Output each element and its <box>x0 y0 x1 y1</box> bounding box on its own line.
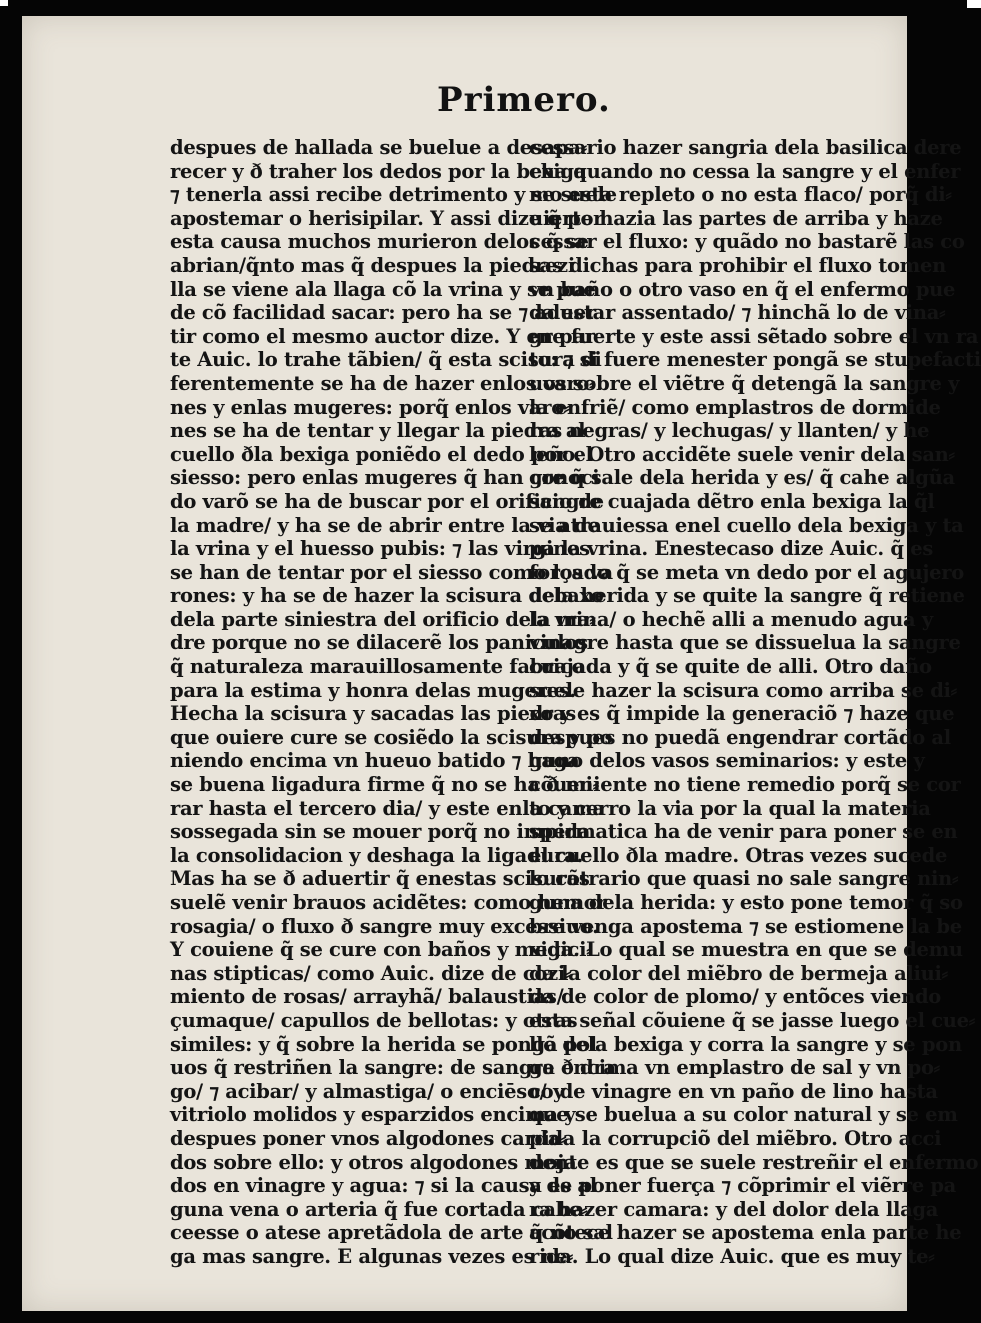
text-line: cuajada y q̃ se quite de alli. Otro daño <box>529 655 932 679</box>
text-line: se han de tentar por el siesso como los va <box>170 560 613 584</box>
text-line: despues poner vnos algodones carda⸗ <box>170 1126 567 1150</box>
text-line: da de color de plomo/ y entõces viendo <box>529 985 942 1009</box>
running-header: Primero. <box>437 80 611 120</box>
text-line: guno delos vasos seminarios: y este y <box>529 749 925 773</box>
text-line: pida la corrupciõ del miẽbro. Otro acci <box>529 1126 942 1150</box>
text-line: esta señal cõuiene q̃ se jasse luego el cue⸗ <box>529 1008 975 1032</box>
corner-mark-top-right <box>967 0 981 8</box>
right-text-column <box>529 136 981 1269</box>
text-line: uierte hazia las partes de arriba y haze <box>529 206 943 230</box>
text-line: ra hazer camara: y del dolor dela llaga <box>529 1197 939 1221</box>
text-line: dos en vinagre y agua: ⁊ si la causa es al <box>170 1174 597 1198</box>
text-line: apostemar o herisipilar. Y assi dize q̃ por <box>170 206 604 230</box>
text-line: leño. Otro accidẽte suele venir dela san⸗ <box>529 442 955 466</box>
text-line: co de vinagre en vn paño de lino hasta <box>529 1079 938 1103</box>
text-line: la enfriẽ/ como emplastros de dormide <box>529 395 941 419</box>
text-line: cha quando no cessa la sangre y el enfer <box>529 159 961 183</box>
text-line: pa la vrina. Enestecaso dize Auic. q̃ es <box>529 537 933 561</box>
text-line: para la estima y honra delas mugeres. <box>170 678 576 702</box>
text-line: do varõ se ha de buscar por el orificio de <box>170 489 604 513</box>
text-line: recer y ð traher los dedos por la bexiga <box>170 159 587 183</box>
text-line: sossegada sin se mouer porq̃ no impida <box>170 820 591 844</box>
text-line: uos q̃ restriñen la sangre: de sangre ð dra <box>170 1056 616 1080</box>
text-line: el cuello ðla madre. Otras vezes sucede <box>529 843 948 867</box>
text-line: cessario hazer sangria dela basilica dere <box>529 136 962 159</box>
text-line: se buena ligadura firme q̃ no se ha ð mi⸗ <box>170 773 599 797</box>
text-line: ga encima vn emplastro de sal y vn po⸗ <box>529 1056 940 1080</box>
text-line: bre venga apostema ⁊ se estiomene la be <box>529 914 962 938</box>
text-line: nas stipticas/ como Auic. dize de cozi⸗ <box>170 961 572 985</box>
text-line: çumaque/ capullos de bellotas: y otras <box>170 1008 578 1032</box>
text-line: sangre cuajada dẽtro enla bexiga la q̃l <box>529 489 935 513</box>
text-line: rosagia/ o fluxo ð sangre muy excessiuo. <box>170 914 599 938</box>
text-line: dos sobre ello: y otros algodones moja <box>170 1150 577 1174</box>
text-line: vn baño o otro vaso en q̃ el enfermo pue <box>529 277 956 301</box>
text-line: abrian/q̃nto mas q̃ despues la piedrezi <box>170 253 575 277</box>
text-line: vinagre hasta que se dissuelua la sangre <box>529 631 961 655</box>
text-line: xiga. Lo qual se muestra en que se demu <box>529 938 963 962</box>
corner-mark-top-left <box>0 0 8 6</box>
text-line: la consolidacion y deshaga la ligadura. <box>170 843 583 867</box>
text-line: suelẽ venir brauos acidẽtes: como hemor <box>170 891 607 914</box>
text-line: miento de rosas/ arrayhã/ balaustias/ <box>170 985 564 1009</box>
text-line: to: ⁊ si fuere menester pongã se stupefacti <box>529 348 981 372</box>
text-line: dente es que se suele restreñir el enfermo <box>529 1150 979 1174</box>
text-line: gre fuerte y este assi sẽtado sobre el vn ra <box>529 324 979 348</box>
text-line: dre porque no se dilacerẽ los paniculos <box>170 631 588 655</box>
text-line: uos sobre el viẽtre q̃ detengã la sangre y <box>529 371 960 395</box>
text-line: suele hazer la scisura como arriba se di⸗ <box>529 678 957 702</box>
text-line: y de poner fuerça ⁊ cõprimir el viẽrre pa <box>529 1174 957 1198</box>
text-line: rar hasta el tercero dia/ y este enla cama <box>170 796 605 820</box>
text-line: esta causa muchos murieron delos q̃ se <box>170 230 589 254</box>
text-line: despues de hallada se buelue a desapa⸗ <box>170 136 587 159</box>
text-line: la vrina y el huesso pubis: ⁊ las virgines <box>170 537 590 561</box>
text-line: to y cerro la via por la qual la materia <box>529 796 931 820</box>
text-line: la madre/ y ha se de abrir entre la via de <box>170 513 600 537</box>
book-page <box>22 16 981 1311</box>
text-line: q̃ naturaleza marauillosamente fabrico <box>170 655 585 679</box>
text-line: gre q̃ sale dela herida y es/ q̃ cahe algũa <box>529 466 955 490</box>
text-line: dela parte siniestra del orificio dela ma⸗ <box>170 607 596 631</box>
text-line: Hecha la scisura y sacadas las piedras <box>170 702 576 726</box>
text-line: da estar assentado/ ⁊ hinchã lo de vina⸗ <box>529 301 946 325</box>
text-line: se atrauiessa enel cuello dela bexiga y ta <box>529 513 964 537</box>
text-line: te Auic. lo trahe tãbien/ q̃ esta scisura di <box>170 348 602 372</box>
text-line: dela herida y se quite la sangre q̃ retiene <box>529 584 965 608</box>
text-line: lla se viene ala llaga cõ la vrina y se pue <box>170 277 596 301</box>
text-line: cõueniente no tiene remedio porq̃ se cor <box>529 773 961 797</box>
text-line: ga mas sangre. E algunas vezes es ne⸗ <box>170 1244 573 1268</box>
text-line: que se buelua a su color natural y se em <box>529 1103 958 1127</box>
text-line: rones: y ha se de hazer la scisura debaxo <box>170 584 604 608</box>
text-line: siesso: pero enlas mugeres q̃ han conoci <box>170 466 600 490</box>
text-line: de cõ facilidad sacar: pero ha se ⁊ aduer <box>170 301 596 325</box>
text-line: vitriolo molidos y esparzidos encima y <box>170 1103 576 1127</box>
text-line: xo y es q̃ impide la generaciõ ⁊ haze que <box>529 702 955 726</box>
text-line: nes y enlas mugeres: porq̃ enlos varo⸗ <box>170 395 571 419</box>
text-line: sas dichas para prohibir el fluxo tomen <box>529 253 946 277</box>
text-line: acõtece hazer se apostema enla parte he <box>529 1221 962 1245</box>
text-line: cessar el fluxo: y quãdo no bastarẽ las co <box>529 230 965 254</box>
text-line: niendo encima vn hueuo batido ⁊ haga <box>170 749 580 773</box>
text-line: forçado q̃ se meta vn dedo por el agujero <box>529 560 964 584</box>
left-text-column <box>170 136 617 1269</box>
text-line: cuello ðla bexiga poniẽdo el dedo por el <box>170 442 593 466</box>
text-line: spermatica ha de venir para poner se en <box>529 820 958 844</box>
text-line: lo cõtrario que quasi no sale sangre nin⸗ <box>529 867 959 891</box>
text-line: rida. Lo qual dize Auic. que es muy te⸗ <box>529 1244 935 1268</box>
text-line: ⁊ tenerla assi recibe detrimento y se suele <box>170 183 617 207</box>
text-line: similes: y q̃ sobre la herida se pongã pol <box>170 1032 597 1056</box>
text-line: llo dela bexiga y corra la sangre y se pon <box>529 1032 962 1056</box>
text-line: da la color del miẽbro de bermeja aliui⸗ <box>529 961 948 985</box>
text-line: mo esta repleto o no esta flaco/ porq̃ di⸗ <box>529 183 952 207</box>
text-line: que ouiere cure se cosiẽdo la scisura y po <box>170 725 613 749</box>
text-line: nes se ha de tentar y llegar la piedra al <box>170 419 586 443</box>
text-line: ras negras/ y lechugas/ y llanten/ y he <box>529 419 930 443</box>
text-line: guna vena o arteria q̃ fue cortada cabe⸗ <box>170 1197 588 1221</box>
text-line: Y couiene q̃ se cure con baños y medici⸗ <box>170 938 593 962</box>
text-line: go/ ⁊ acibar/ y almastiga/ o enciēso/ y <box>170 1079 565 1103</box>
text-line: ferentemente se ha de hazer enlos varo⸗ <box>170 371 596 395</box>
text-line: guna dela herida: y esto pone temor q̃ so <box>529 891 963 914</box>
text-line: la vrina/ o hechẽ alli a menudo agua y <box>529 607 933 631</box>
text-line: despues no puedã engendrar cortãdo al <box>529 725 951 749</box>
text-line: Mas ha se ð aduertir q̃ enestas scisuras <box>170 867 590 891</box>
text-line: tir como el mesmo auctor dize. Y en par <box>170 324 595 348</box>
text-line: ceesse o atese apretãdola de arte q̃ no sal <box>170 1221 613 1245</box>
